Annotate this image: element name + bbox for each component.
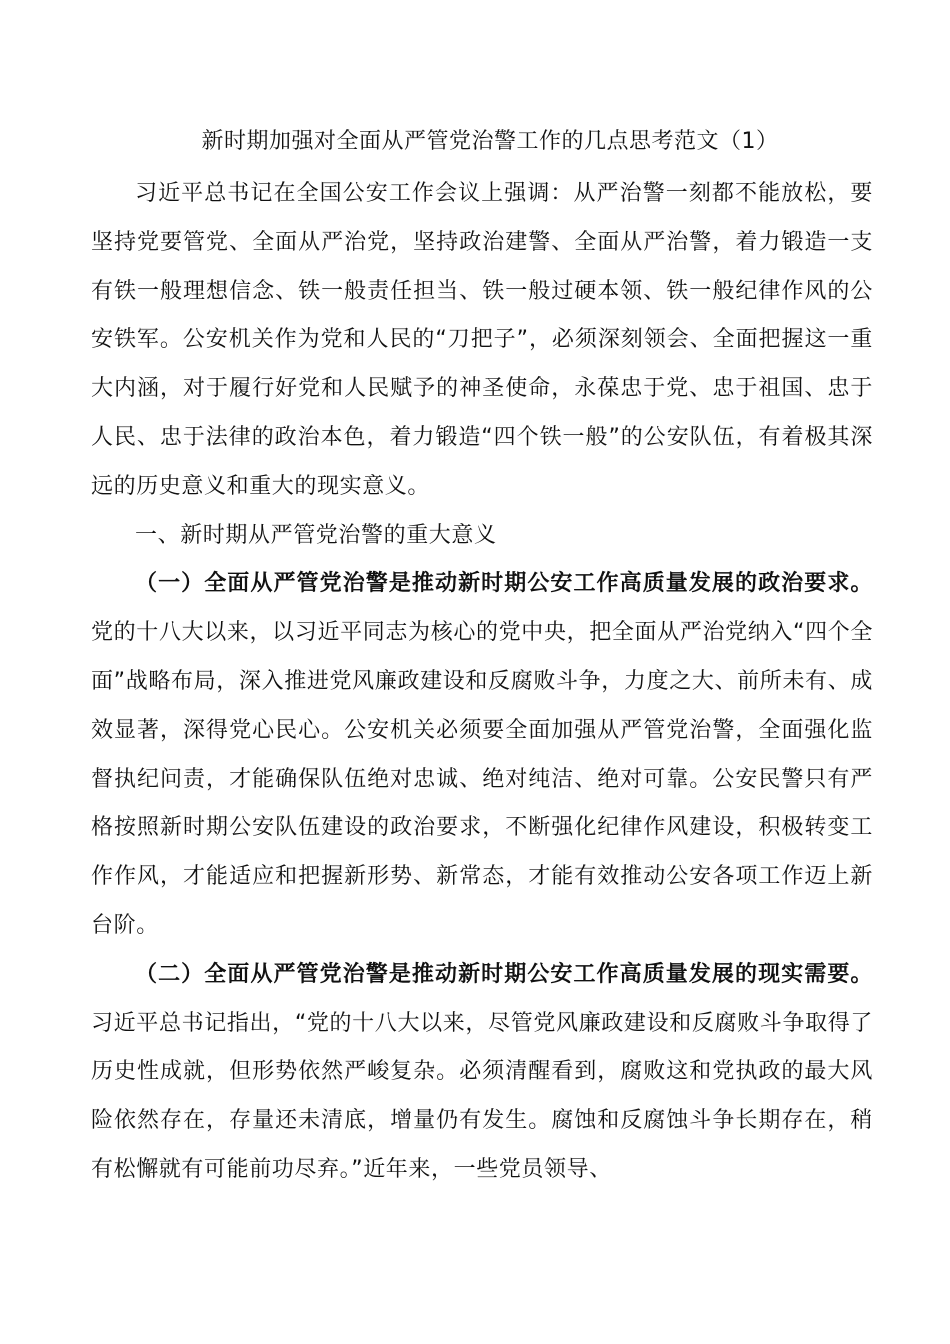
point-one-heading: （一）全面从严管党治警是推动新时期公安工作高质量发展的政治要求。	[135, 571, 873, 597]
point-one-paragraph	[91, 560, 873, 950]
point-one-body: 党的十八大以来，以习近平同志为核心的党中央，把全面从严治党纳入“四个全面”战略布局，深入推进党风廉政建设和反腐败斗争，力度之大、前所未有、成效显著，深得党心民心。公安机关必须要全面加强从严管党治警，全面强化监督执纪问责，才能确保队伍绝对忠诚、绝对纯洁、绝对可靠。公安民警只有严格按照新时期公安队伍建设的政治要求，不断强化纪律作风建设，积极转变工作作风，才能适应和把握新形势、新常态，才能有效推动公安各项工作迈上新台阶。	[91, 620, 873, 938]
point-two-heading: （二）全面从严管党治警是推动新时期公安工作高质量发展的现实需要。	[135, 961, 873, 987]
intro-paragraph: 习近平总书记在全国公安工作会议上强调：从严治警一刻都不能放松，要坚持党要管党、全面从严治党，坚持政治建警、全面从严治警，着力锻造一支有铁一般理想信念、铁一般责任担当、铁一般过硬本领、铁一般纪律作风的公安铁军。公安机关作为党和人民的“刀把子”，必须深刻领会、全面把握这一重大内涵，对于履行好党和人民赋予的神圣使命，永葆忠于党、忠于祖国、忠于人民、忠于法律的政治本色，着力锻造“四个铁一般”的公安队伍，有着极其深远的历史意义和重大的现实意义。	[91, 181, 873, 499]
point-two-paragraph	[91, 951, 873, 1195]
point-two-body: 习近平总书记指出，“党的十八大以来，尽管党风廉政建设和反腐败斗争取得了历史性成就，但形势依然严峻复杂。必须清醒看到，腐败这和党执政的最大风险依然存在，存量还未清底，增量仍有发生。腐蚀和反腐蚀斗争长期存在，稍有松懈就有可能前功尽弃。”近年来，一些党员领导、	[91, 1010, 873, 1182]
document-title: 新时期加强对全面从严管党治警工作的几点思考范文（1）	[201, 129, 779, 154]
section-heading: 一、新时期从严管党治警的重大意义	[135, 522, 497, 548]
document-page	[91, 118, 873, 1195]
